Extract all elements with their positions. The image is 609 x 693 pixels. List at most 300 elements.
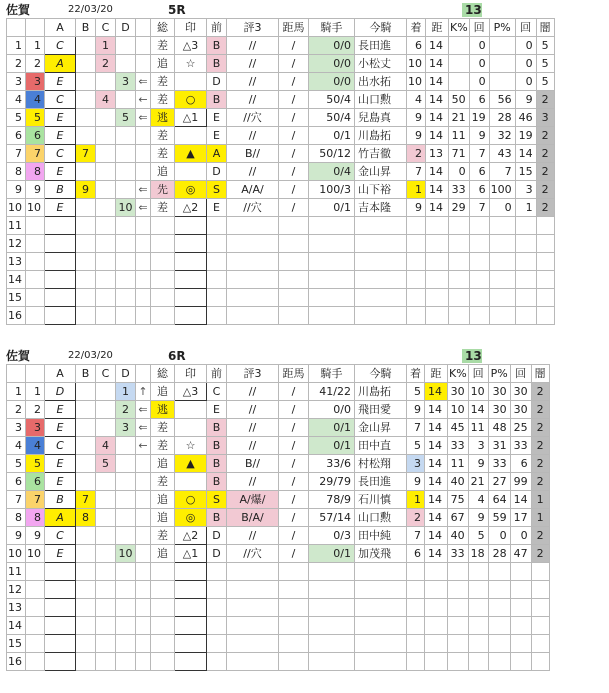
row-number: 9 <box>7 181 26 199</box>
k-count: 0 <box>469 73 489 91</box>
rank-a: B <box>45 181 76 199</box>
rank-c <box>96 383 116 401</box>
table-row <box>7 37 555 55</box>
dark: 2 <box>531 545 549 563</box>
mark <box>175 163 207 181</box>
horse-count: 13 <box>462 349 482 363</box>
row-number: 2 <box>7 401 26 419</box>
dist-horse: / <box>279 455 309 473</box>
k-percent: 75 <box>448 491 469 509</box>
bracket: 6 <box>26 473 45 491</box>
eval3: //穴 <box>227 109 279 127</box>
table-row <box>7 181 555 199</box>
p-count: 0 <box>510 527 531 545</box>
dark: 2 <box>531 473 549 491</box>
jockey: 加茂飛 <box>355 545 407 563</box>
empty-cell <box>207 653 227 671</box>
empty-cell <box>76 617 96 635</box>
dist-horse: / <box>279 527 309 545</box>
k-percent: 45 <box>448 419 469 437</box>
mark: △3 <box>175 383 207 401</box>
empty-cell <box>531 653 549 671</box>
empty-cell <box>489 289 515 307</box>
table-row <box>7 127 555 145</box>
bracket: 5 <box>26 109 45 127</box>
mark: ○ <box>175 91 207 109</box>
rank-b <box>76 455 96 473</box>
arrow: ⇐ <box>136 199 151 217</box>
empty-cell <box>407 271 426 289</box>
empty-cell <box>468 635 488 653</box>
dark: 2 <box>531 419 549 437</box>
column-header: D <box>116 19 136 37</box>
empty-cell <box>96 635 116 653</box>
arrow <box>136 145 151 163</box>
row-number: 13 <box>7 253 26 271</box>
rank-a: E <box>45 73 76 91</box>
rank-c <box>96 145 116 163</box>
empty-cell <box>227 599 279 617</box>
empty-cell <box>355 599 407 617</box>
dist-horse: / <box>279 145 309 163</box>
rank-b <box>76 419 96 437</box>
empty-cell <box>76 635 96 653</box>
k-percent: 50 <box>449 91 470 109</box>
rank-a: E <box>45 109 76 127</box>
arrow: ↑ <box>136 383 151 401</box>
race-header-6r <box>0 349 600 363</box>
mark: △1 <box>175 545 207 563</box>
empty-cell <box>207 235 227 253</box>
empty-cell <box>207 617 227 635</box>
empty-cell <box>449 217 470 235</box>
rank-a: E <box>45 401 76 419</box>
empty-cell <box>227 653 279 671</box>
prev: B <box>207 437 227 455</box>
k-count: 10 <box>468 383 488 401</box>
rank-d <box>116 491 136 509</box>
dist-horse: / <box>279 401 309 419</box>
row-number: 15 <box>7 635 26 653</box>
row-number: 4 <box>7 91 26 109</box>
arrow <box>136 473 151 491</box>
jockey: 長田進 <box>355 37 407 55</box>
empty-cell <box>426 235 449 253</box>
jockey: 石川慎 <box>355 491 407 509</box>
empty-cell <box>469 253 489 271</box>
empty-cell <box>407 307 426 325</box>
empty-row <box>7 271 555 289</box>
empty-cell <box>449 235 470 253</box>
empty-cell <box>448 581 469 599</box>
row-number: 6 <box>7 127 26 145</box>
row-number: 8 <box>7 163 26 181</box>
empty-cell <box>136 599 151 617</box>
empty-cell <box>151 289 175 307</box>
empty-cell <box>116 617 136 635</box>
race-date: 22/03/20 <box>68 4 113 15</box>
rank-c <box>96 491 116 509</box>
distance: 14 <box>426 91 449 109</box>
rank-d: 2 <box>116 401 136 419</box>
empty-cell <box>175 599 207 617</box>
jockey: 飛田愛 <box>355 401 407 419</box>
bracket: 8 <box>26 509 45 527</box>
empty-cell <box>45 235 76 253</box>
finish: 3 <box>407 455 425 473</box>
empty-cell <box>45 599 76 617</box>
k-percent: 40 <box>448 527 469 545</box>
mark: ▲ <box>175 455 207 473</box>
empty-cell <box>426 271 449 289</box>
rank-a: C <box>45 437 76 455</box>
empty-cell <box>355 271 407 289</box>
empty-cell <box>227 235 279 253</box>
dark: 1 <box>531 509 549 527</box>
empty-cell <box>279 563 309 581</box>
arrow <box>136 163 151 181</box>
k-percent: 33 <box>449 181 470 199</box>
jockey: 竹吉徹 <box>355 145 407 163</box>
style: 差 <box>151 145 175 163</box>
column-header: 評3 <box>227 19 279 37</box>
k-count: 0 <box>469 55 489 73</box>
empty-cell <box>136 217 151 235</box>
column-header: 闇 <box>536 19 554 37</box>
empty-cell <box>96 581 116 599</box>
prev: B <box>207 37 227 55</box>
jockey-record: 29/79 <box>309 473 355 491</box>
jockey-record: 57/14 <box>309 509 355 527</box>
dist-horse: / <box>279 37 309 55</box>
empty-cell <box>136 253 151 271</box>
column-header: P% <box>488 365 510 383</box>
empty-cell <box>227 289 279 307</box>
empty-cell <box>355 217 407 235</box>
empty-row <box>7 617 550 635</box>
empty-cell <box>489 253 515 271</box>
dist-horse: / <box>279 73 309 91</box>
rank-a: C <box>45 37 76 55</box>
rank-a: C <box>45 91 76 109</box>
empty-cell <box>279 271 309 289</box>
arrow <box>136 491 151 509</box>
empty-cell <box>26 217 45 235</box>
distance: 13 <box>426 145 449 163</box>
empty-cell <box>151 653 175 671</box>
column-header: A <box>45 365 76 383</box>
bracket: 7 <box>26 491 45 509</box>
row-number: 11 <box>7 563 26 581</box>
dark: 5 <box>536 55 554 73</box>
empty-cell <box>510 635 531 653</box>
dist-horse: / <box>279 437 309 455</box>
prev: E <box>207 401 227 419</box>
empty-cell <box>227 635 279 653</box>
k-count: 18 <box>468 545 488 563</box>
k-count: 21 <box>468 473 488 491</box>
empty-cell <box>536 289 554 307</box>
empty-cell <box>425 653 448 671</box>
k-percent <box>449 73 470 91</box>
style: 差 <box>151 527 175 545</box>
empty-cell <box>151 617 175 635</box>
rank-b: 9 <box>76 181 96 199</box>
empty-cell <box>207 635 227 653</box>
rank-c <box>96 545 116 563</box>
empty-cell <box>26 253 45 271</box>
jockey: 田中直 <box>355 437 407 455</box>
empty-cell <box>26 635 45 653</box>
column-header: D <box>116 365 136 383</box>
p-percent: 59 <box>488 509 510 527</box>
empty-cell <box>407 599 425 617</box>
empty-cell <box>488 581 510 599</box>
finish: 7 <box>407 163 426 181</box>
bracket: 3 <box>26 419 45 437</box>
empty-cell <box>510 599 531 617</box>
empty-cell <box>96 253 116 271</box>
jockey-record: 50/12 <box>309 145 355 163</box>
empty-cell <box>45 581 76 599</box>
p-count: 46 <box>515 109 536 127</box>
dist-horse: / <box>279 91 309 109</box>
mark: ○ <box>175 491 207 509</box>
empty-cell <box>136 635 151 653</box>
rank-d <box>116 509 136 527</box>
jockey-record: 0/0 <box>309 55 355 73</box>
empty-cell <box>45 653 76 671</box>
empty-row <box>7 289 555 307</box>
empty-cell <box>536 253 554 271</box>
rank-a: A <box>45 509 76 527</box>
empty-cell <box>76 563 96 581</box>
empty-cell <box>448 617 469 635</box>
table-row <box>7 145 555 163</box>
mark <box>175 127 207 145</box>
empty-cell <box>207 289 227 307</box>
mark <box>175 473 207 491</box>
arrow: ← <box>136 437 151 455</box>
empty-cell <box>96 217 116 235</box>
bracket: 2 <box>26 401 45 419</box>
prev: D <box>207 163 227 181</box>
dark: 5 <box>536 37 554 55</box>
dark: 2 <box>531 401 549 419</box>
jockey-record: 50/4 <box>309 109 355 127</box>
row-number: 14 <box>7 617 26 635</box>
empty-cell <box>425 617 448 635</box>
empty-cell <box>175 653 207 671</box>
rank-d: 1 <box>116 383 136 401</box>
column-header: A <box>45 19 76 37</box>
empty-cell <box>448 635 469 653</box>
empty-cell <box>151 235 175 253</box>
race-table-5r <box>6 18 555 325</box>
column-header <box>7 19 26 37</box>
table-row <box>7 73 555 91</box>
column-header: 回 <box>515 19 536 37</box>
arrow: ⇐ <box>136 73 151 91</box>
jockey-record: 0/3 <box>309 527 355 545</box>
empty-row <box>7 253 555 271</box>
arrow <box>136 509 151 527</box>
table-header-row <box>7 19 555 37</box>
p-count: 0 <box>515 37 536 55</box>
rank-b <box>76 437 96 455</box>
distance: 14 <box>425 455 448 473</box>
empty-cell <box>407 217 426 235</box>
jockey-record: 78/9 <box>309 491 355 509</box>
empty-cell <box>151 635 175 653</box>
empty-cell <box>116 635 136 653</box>
column-header: 距馬 <box>279 19 309 37</box>
rank-b <box>76 73 96 91</box>
p-percent: 100 <box>489 181 515 199</box>
empty-cell <box>45 217 76 235</box>
prev: B <box>207 91 227 109</box>
empty-cell <box>309 307 355 325</box>
empty-cell <box>426 217 449 235</box>
empty-cell <box>116 271 136 289</box>
empty-cell <box>279 253 309 271</box>
empty-cell <box>309 235 355 253</box>
empty-cell <box>96 563 116 581</box>
arrow <box>136 55 151 73</box>
dist-horse: / <box>279 473 309 491</box>
p-count: 1 <box>515 199 536 217</box>
rank-b: 7 <box>76 145 96 163</box>
row-number: 12 <box>7 235 26 253</box>
empty-cell <box>175 235 207 253</box>
dark: 2 <box>536 91 554 109</box>
empty-cell <box>469 307 489 325</box>
eval3: //穴 <box>227 199 279 217</box>
venue-label: 佐賀 <box>6 3 31 17</box>
table-row <box>7 455 550 473</box>
dark: 5 <box>536 73 554 91</box>
empty-cell <box>96 599 116 617</box>
rank-a: C <box>45 527 76 545</box>
rank-b <box>76 55 96 73</box>
empty-cell <box>468 581 488 599</box>
empty-cell <box>96 271 116 289</box>
empty-cell <box>76 307 96 325</box>
empty-cell <box>425 581 448 599</box>
distance: 14 <box>425 545 448 563</box>
empty-cell <box>426 289 449 307</box>
finish: 6 <box>407 545 425 563</box>
p-count: 3 <box>515 181 536 199</box>
jockey: 山口勲 <box>355 91 407 109</box>
mark: ◎ <box>175 509 207 527</box>
empty-cell <box>449 253 470 271</box>
prev: C <box>207 383 227 401</box>
row-number: 5 <box>7 109 26 127</box>
empty-cell <box>116 235 136 253</box>
k-percent: 29 <box>449 199 470 217</box>
finish: 4 <box>407 91 426 109</box>
column-header: 評3 <box>227 365 279 383</box>
rank-b <box>76 91 96 109</box>
empty-cell <box>468 599 488 617</box>
arrow <box>136 127 151 145</box>
empty-cell <box>355 581 407 599</box>
bracket: 7 <box>26 145 45 163</box>
dist-horse: / <box>279 419 309 437</box>
rank-b <box>76 127 96 145</box>
distance: 14 <box>425 509 448 527</box>
empty-cell <box>76 217 96 235</box>
finish: 9 <box>407 473 425 491</box>
prev: S <box>207 181 227 199</box>
empty-cell <box>96 235 116 253</box>
row-number: 8 <box>7 509 26 527</box>
empty-cell <box>26 289 45 307</box>
finish: 10 <box>407 73 426 91</box>
empty-cell <box>96 307 116 325</box>
empty-cell <box>309 563 355 581</box>
table-row <box>7 109 555 127</box>
p-percent: 31 <box>488 437 510 455</box>
jockey: 川島拓 <box>355 127 407 145</box>
column-header: 今騎 <box>355 365 407 383</box>
empty-cell <box>449 271 470 289</box>
empty-cell <box>207 307 227 325</box>
p-count: 15 <box>515 163 536 181</box>
jockey: 兒島真 <box>355 109 407 127</box>
row-number: 9 <box>7 527 26 545</box>
empty-cell <box>515 289 536 307</box>
empty-cell <box>309 617 355 635</box>
prev: D <box>207 545 227 563</box>
style: 追 <box>151 383 175 401</box>
column-header: 今騎 <box>355 19 407 37</box>
column-header <box>26 19 45 37</box>
empty-cell <box>116 599 136 617</box>
mark: ☆ <box>175 55 207 73</box>
empty-cell <box>207 271 227 289</box>
bracket: 1 <box>26 37 45 55</box>
empty-cell <box>175 217 207 235</box>
mark: △1 <box>175 109 207 127</box>
empty-cell <box>76 271 96 289</box>
k-count: 9 <box>468 509 488 527</box>
empty-cell <box>448 653 469 671</box>
empty-cell <box>76 235 96 253</box>
empty-cell <box>425 635 448 653</box>
jockey: 金山昇 <box>355 163 407 181</box>
p-count: 14 <box>515 145 536 163</box>
prev: D <box>207 527 227 545</box>
mark: △3 <box>175 37 207 55</box>
empty-cell <box>45 253 76 271</box>
row-number: 5 <box>7 455 26 473</box>
table-row <box>7 401 550 419</box>
column-header: 総 <box>151 365 175 383</box>
empty-cell <box>175 253 207 271</box>
rank-d: 3 <box>116 73 136 91</box>
empty-cell <box>26 235 45 253</box>
rank-c <box>96 181 116 199</box>
empty-cell <box>531 635 549 653</box>
dist-horse: / <box>279 181 309 199</box>
bracket: 10 <box>26 545 45 563</box>
bracket: 5 <box>26 455 45 473</box>
row-number: 7 <box>7 491 26 509</box>
bracket: 4 <box>26 437 45 455</box>
rank-d: 3 <box>116 419 136 437</box>
